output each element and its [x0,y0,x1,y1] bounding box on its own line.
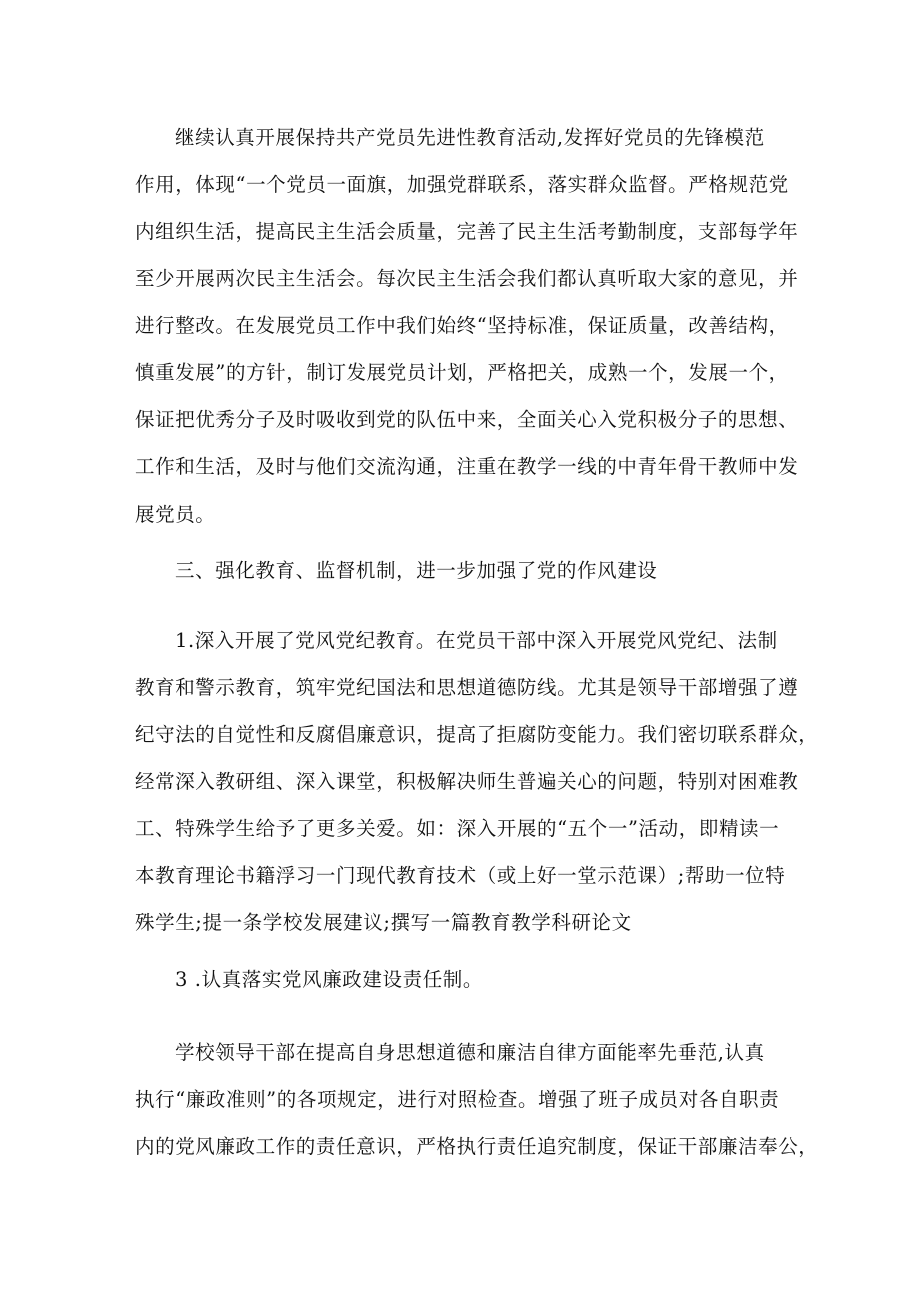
paragraph-1-line-3: 内组织生活，提高民主生活会质量，完善了民主生活考勤制度，支部每学年 [135,220,799,243]
paragraph-2-line-5: 工、特殊学生给予了更多关爱。如：深入开展的“五个一”活动，即精读一 [135,817,780,840]
paragraph-3-line-2: 执行“廉政准则”的各项规定，进行对照检查。增强了班子成员对各自职责 [135,1088,780,1111]
paragraph-2-line-4: 经常深入教研组、深入课堂，积极解决师生普遍关心的问题，特别对困难教 [135,770,799,793]
paragraph-3-line-3: 内的党风廉政工作的责任意识，严格执行责任追究制度，保证干部廉洁奉公， [135,1135,819,1158]
paragraph-1-line-7: 保证把优秀分子及时吸收到党的队伍中来，全面关心入党积极分子的思想、 [135,408,799,431]
paragraph-1-line-5: 进行整改。在发展党员工作中我们始终“坚持标准，保证质量，改善结构， [135,314,789,337]
paragraph-2-line-1: 1.深入开展了党风党纪教育。在党员干部中深入开展党风党纪、法制 [175,629,778,652]
paragraph-1-line-1: 继续认真开展保持共产党员先进性教育活动,发挥好党员的先锋模范 [175,126,765,149]
item-3-heading: 3 .认真落实党风廉政建设责任制。 [175,968,484,991]
paragraph-2-line-7: 殊学生;提一条学校发展建议;撰写一篇教育教学科研论文 [135,911,632,934]
paragraph-3-line-1: 学校领导干部在提高自身思想道德和廉洁自律方面能率先垂范,认真 [175,1041,765,1064]
paragraph-1-line-8: 工作和生活，及时与他们交流沟通，注重在教学一线的中青年骨干教师中发 [135,455,799,478]
paragraph-1-line-9: 展党员。 [135,503,216,526]
paragraph-1-line-2: 作用，体现“一个党员一面旗，加强党群联系，落实群众监督。严格规范党 [135,173,789,196]
paragraph-1-line-4: 至少开展两次民主生活会。每次民主生活会我们都认真听取大家的意见，并 [135,267,799,290]
paragraph-2-line-3: 纪守法的自觉性和反腐倡廉意识，提高了拒腐防变能力。我们密切联系群众， [135,723,819,746]
paragraph-1-line-6: 慎重发展”的方针，制订发展党员计划，严格把关，成熟一个，发展一个， [135,361,789,384]
paragraph-2-line-2: 教育和警示教育，筑牢党纪国法和思想道德防线。尤其是领导干部增强了遵 [135,676,799,699]
section-3-heading: 三、强化教育、监督机制，进一步加强了党的作风建设 [175,559,658,582]
paragraph-2-line-6: 本教育理论书籍浮习一门现代教育技术（或上好一堂示范课）;帮助一位特 [135,864,786,887]
